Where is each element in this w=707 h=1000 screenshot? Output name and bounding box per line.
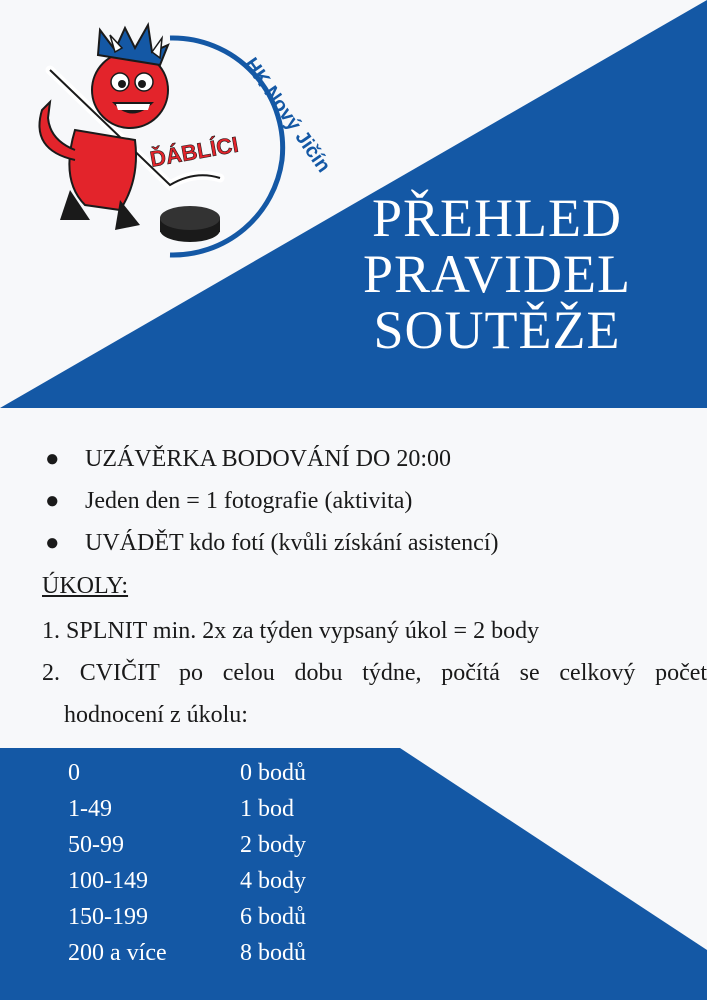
score-points: 2 body [240,832,306,858]
task-2-word: CVIČIT [79,660,160,686]
task-2-word: celou [222,660,275,686]
task-2-word: celkový [559,660,636,686]
logo-club-name: HK Nový Jičín [239,53,335,177]
score-points: 4 body [240,868,306,894]
score-points: 1 bod [240,796,294,822]
title-line-1: PŘEHLED [372,188,622,248]
club-logo [20,10,335,265]
task-1-bold: 1. SPLNIT [42,618,147,644]
score-range: 150-199 [68,904,148,930]
task-1 [42,618,539,645]
bullet-item [45,488,412,515]
bullet-bold: UVÁDĚT [85,530,184,556]
bullet-dot-icon: ● [45,488,60,514]
bullet-text: kdo fotí (kvůli získání asistencí) [183,530,499,556]
score-range: 50-99 [68,832,124,858]
task-2-word: počítá [441,660,500,686]
bullet-item [45,530,499,557]
title-line-2: PRAVIDEL [362,244,632,304]
task-2-word: dobu [294,660,343,686]
bullet-bold: UZÁVĚRKA BODOVÁNÍ DO 20:00 [85,446,451,472]
logo-team-name: ĎÁBLÍCI [148,131,241,172]
score-points: 0 bodů [240,760,306,786]
score-range: 200 a více [68,940,167,966]
score-range: 100-149 [68,868,148,894]
task-2-continuation: hodnocení z úkolu: [64,702,248,728]
page-title [332,190,662,358]
task-2-word: týdne, [362,660,422,686]
bullet-dot-icon: ● [45,530,60,556]
task-2-word: počet [655,660,707,686]
bullet-dot-icon: ● [45,446,60,472]
tasks-heading: ÚKOLY: [42,573,129,599]
bullet-item [45,446,451,473]
task-1-text: min. 2x za týden vypsaný úkol = 2 body [146,618,540,644]
score-range: 1-49 [68,796,112,822]
task-2-word: po [179,660,204,686]
bullet-text: Jeden den = 1 fotografie (aktivita) [85,488,413,514]
score-points: 8 bodů [240,940,306,966]
task-2 [42,660,707,687]
task-2-word: se [519,660,540,686]
task-2-word: 2. [42,660,60,686]
score-points: 6 bodů [240,904,306,930]
title-line-3: SOUTĚŽE [373,300,621,360]
score-range: 0 [68,760,80,786]
